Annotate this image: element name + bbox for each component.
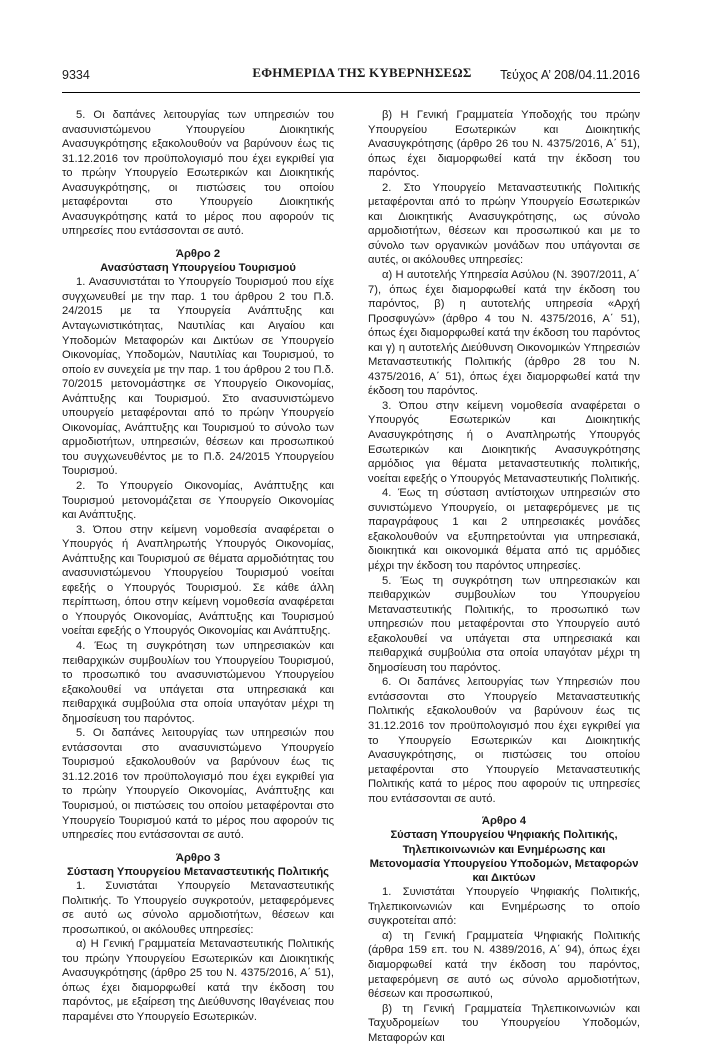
paragraph: 5. Έως τη συγκρότηση των υπηρεσιακών και πειθαρχικών συμβουλίων του Υπουργείου Μεταναστευτικής Πολιτικής, το προσωπικό των υπηρεσιών που μεταφέρονται στο Υπουργείο αυτό εξακολουθεί να υπάγεται στα υπηρεσιακά και πειθαρχικά συμβούλια στα οποία υπαγόταν μέχρι τη δημοσίευση του παρόντος. [368, 574, 640, 674]
paragraph: 2. Στο Υπουργείο Μεταναστευτικής Πολιτικής μεταφέρονται από το πρώην Υπουργείο Εσωτερικών και Διοικητικής Ανασυγκρότησης, ως σύνολο αρμοδιοτήτων, θέσεων και προσωπικού και με το σύνολο των οργανικών μονάδων που υπάγονται σε αυτές, οι ακόλουθες υπηρεσίες: [368, 181, 640, 267]
paragraph: β) τη Γενική Γραμματεία Τηλεπικοινωνιών και Ταχυδρομείων του Υπουργείου Υποδομών, Μεταφορών και [368, 1002, 640, 1044]
paragraph: α) τη Γενική Γραμματεία Ψηφιακής Πολιτικής (άρθρα 159 επ. του Ν. 4389/2016, Α΄ 94), όπως έχει διαμορφωθεί κατά την έκδοση του παρόντος, μεταφερόμενη σε αυτό ως σύνολο αρμοδιοτήτων, θέσεων και προσωπικού, [368, 929, 640, 1001]
article-number: Άρθρο 4 [481, 815, 527, 828]
paragraph: 6. Οι δαπάνες λειτουργίας των Υπηρεσιών που εντάσσονται στο Υπουργείο Μεταναστευτικής Πολιτικής εξακολουθούν να βαρύνουν έως τις 31.12.2016 τον προϋπολογισμό που έχει εγκριθεί για το Υπουργείο Εσωτερικών και Διοικητικής Ανασυγκρότησης, οι πιστώσεις του οποίου μεταφέρονται στο Υπουργείο Μεταναστευτικής Πολιτικής κατά το μέρος που αφορούν τις υπηρεσίες που εντάσσονται σε αυτό. [368, 676, 640, 805]
issue-number: Τεύχος Α’ 208/04.11.2016 [500, 68, 640, 82]
right-column [368, 108, 640, 1045]
article-heading [368, 814, 640, 885]
left-column [62, 108, 334, 1025]
paragraph: α) Η αυτοτελής Υπηρεσία Ασύλου (Ν. 3907/2011, Α΄ 7), όπως έχει διαμορφωθεί κατά την έκδοση του παρόντος, β) η αυτοτελής υπηρεσία «Αρχή Προσφυγών» (άρθρο 4 του Ν. 4375/2016, Α΄ 51), όπως έχει διαμορφωθεί κατά την έκδοση του παρόντος και γ) η αυτοτελής Διεύθυνση Οικονομικών Υπηρεσιών Μεταναστευτικής Πολιτικής (άρθρο 28 του Ν. 4375/2016, Α΄ 51), όπως έχει διαμορφωθεί κατά την έκδοση του παρόντος. [368, 269, 640, 398]
article-title: Σύσταση Υπουργείου Μεταναστευτικής Πολιτικής [67, 865, 329, 878]
page-header [0, 64, 724, 86]
paragraph: 1. Συνιστάται Υπουργείο Ψηφιακής Πολιτικής, Τηλεπικοινωνιών και Ενημέρωσης το οποίο συγκροτείται από: [368, 886, 640, 928]
header-rule [62, 92, 640, 93]
paragraph: 1. Ανασυνιστάται το Υπουργείο Τουρισμού που είχε συγχωνευθεί με την παρ. 1 του άρθρου 2 του Π.δ. 24/2015 με τα Υπουργεία Ανάπτυξης και Ανταγωνιστικότητας, Ναυτιλίας και Αιγαίου και Υποδομών Μεταφορών και Δικτύων σε Υπουργείο Οικονομίας, Υποδομών, Ναυτιλίας και Τουρισμού, το οποίο εν συνεχεία με την παρ. 1 του άρθρου 2 του Π.δ. 70/2015 μετονομάστηκε σε Υπουργείο Οικονομίας, Ανάπτυξης και Τουρισμού. Στο ανασυνιστώμενο υπουργείο μεταφέρονται από το πρώην Υπουργείο Οικονομίας, Ανάπτυξης και Τουρισμού το σύνολο των αρμοδιοτήτων, υπηρεσιών, θέσεων και προσωπικού του συγχωνευθέντος με το Π.δ. 24/2015 Υπουργείου Τουρισμού. [62, 276, 334, 478]
paragraph: 5. Οι δαπάνες λειτουργίας των υπηρεσιών του ανασυνιστώμενου Υπουργείου Διοικητικής Ανασυγκρότησης εξακολουθούν να βαρύνουν έως τις 31.12.2016 τον προϋπολογισμό που έχει εγκριθεί για το πρώην Υπουργείο Εσωτερικών και Διοικητικής Ανασυγκρότησης, οι πιστώσεις του οποίου μεταφέρονται στο Υπουργείο Διοικητικής Ανασυγκρότησης κατά το μέρος που αφορούν τις υπηρεσίες που εντάσσονται σε αυτό. [62, 109, 334, 238]
paragraph: 2. Το Υπουργείο Οικονομίας, Ανάπτυξης και Τουρισμού μετονομάζεται σε Υπουργείο Οικονομίας και Ανάπτυξης. [62, 479, 334, 522]
paragraph: 4. Έως τη συγκρότηση των υπηρεσιακών και πειθαρχικών συμβουλίων του Υπουργείου Τουρισμού, το προσωπικό του ανασυνιστώμενου Υπουργείου εξακολουθεί να υπάγεται στα υπηρεσιακά και πειθαρχικά συμβούλια στα οποία υπαγόταν μέχρι τη δημοσίευση του παρόντος. [62, 640, 334, 725]
article-title: Σύσταση Υπουργείου Ψηφιακής Πολιτικής, Τηλεπικοινωνιών και Ενημέρωσης και Μετονομασία Υπουργείου Υποδομών, Μεταφορών και Δικτύων [369, 829, 639, 885]
page-number: 9334 [62, 68, 90, 82]
paragraph: β) Η Γενική Γραμματεία Υποδοχής του πρώην Υπουργείου Εσωτερικών και Διοικητικής Ανασυγκρότησης (άρθρο 26 του Ν. 4375/2016, Α΄ 51), όπως έχει διαμορφωθεί κατά την έκδοση του παρόντος. [368, 109, 640, 180]
paragraph: 5. Οι δαπάνες λειτουργίας των υπηρεσιών που εντάσσονται στο ανασυνιστώμενο Υπουργείο Τουρισμού εξακολουθούν να βαρύνουν έως τις 31.12.2016 τον προϋπολογισμό που έχει εγκριθεί για το πρώην Υπουργείο Οικονομίας, Ανάπτυξης και Τουρισμού, οι πιστώσεις του οποίου μεταφέρονται στο Υπουργείο Τουρισμού κατά το μέρος που αφορούν τις υπηρεσίες που εντάσσονται σε αυτό. [62, 727, 334, 842]
article-heading [62, 247, 334, 275]
article-heading [62, 851, 334, 879]
article-number: Άρθρο 3 [175, 851, 221, 864]
paragraph: 3. Όπου στην κείμενη νομοθεσία αναφέρεται ο Υπουργός Εσωτερικών και Διοικητικής Ανασυγκρότησης ή ο Αναπληρωτής Υπουργός Εσωτερικών και Διοικητικής Ανασυγκρότησης αρμόδιος για θέματα μεταναστευτικής πολιτικής, νοείται εφεξής ο Υπουργός Μεταναστευτικής Πολιτικής. [368, 399, 640, 485]
journal-title: ΕΦΗΜΕΡΙΔΑ ΤΗΣ ΚΥΒΕΡΝΗΣΕΩΣ [252, 65, 472, 80]
article-title: Ανασύσταση Υπουργείου Τουρισμού [100, 262, 296, 275]
paragraph: 3. Όπου στην κείμενη νομοθεσία αναφέρεται ο Υπουργός ή Αναπληρωτής Υπουργός Οικονομίας, Ανάπτυξης και Τουρισμού σε θέματα αρμοδιότητας του ανασυνιστώμενου Υπουργείου Τουρισμού νοείται εφεξής ο Υπουργός Τουρισμού. Σε κάθε άλλη περίπτωση, όπου στην κείμενη νομοθεσία αναφέρεται ο Υπουργός Οικονομίας, Ανάπτυξης και Τουρισμού νοείται εφεξής ο Υπουργός Οικονομίας και Ανάπτυξης. [62, 523, 334, 638]
paragraph: 1. Συνιστάται Υπουργείο Μεταναστευτικής Πολιτικής. Το Υπουργείο συγκροτούν, μεταφερόμενες σε αυτό ως σύνολο αρμοδιοτήτων, θέσεων και προσωπικού, οι ακόλουθες υπηρεσίες: [62, 880, 334, 936]
paragraph: 4. Έως τη σύσταση αντίστοιχων υπηρεσιών στο συνιστώμενο Υπουργείο, οι μεταφερόμενες με τις παραγράφους 1 και 2 υπηρεσιακές μονάδες εξακολουθούν να εξυπηρετούνται για υπηρεσιακά, διοικητικά και οικονομικά θέματα από τις αρμόδιες μέχρι την έκδοση του παρόντος υπηρεσίες. [368, 487, 640, 572]
paragraph: α) Η Γενική Γραμματεία Μεταναστευτικής Πολιτικής του πρώην Υπουργείου Εσωτερικών και Διοικητικής Ανασυγκρότησης (άρθρο 25 του Ν. 4375/2016, Α΄ 51), όπως έχει διαμορφωθεί κατά την έκδοση του παρόντος, με εξαίρεση της Διεύθυνσης Ιθαγένειας που παραμένει στο Υπουργείο Εσωτερικών. [62, 938, 334, 1023]
article-number: Άρθρο 2 [175, 247, 221, 260]
